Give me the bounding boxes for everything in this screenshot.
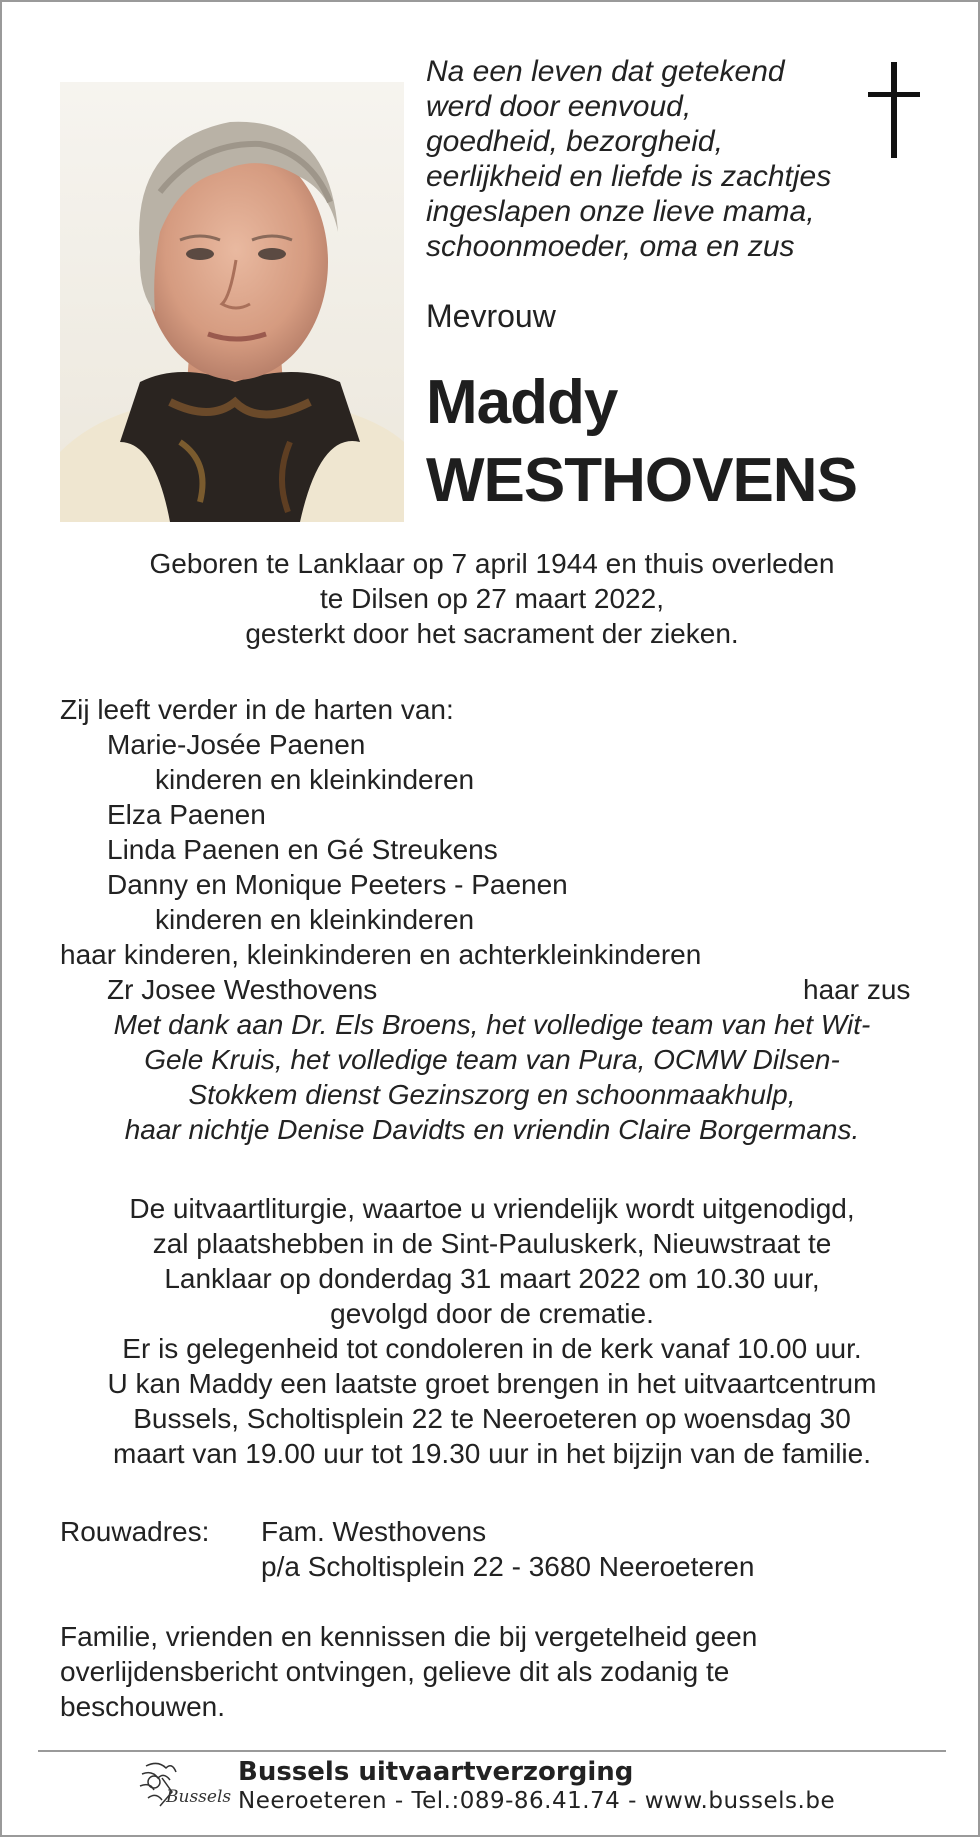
- thanks-line: haar nichtje Denise Davidts en vriendin Claire Borgermans.: [124, 1114, 860, 1145]
- ceremony-line: gevolgd door de crematie.: [330, 1298, 654, 1329]
- company-contact: Neeroeteren - Tel.:089-86.41.74 - www.bussels.be: [238, 1788, 836, 1814]
- bussels-logo: [132, 1758, 232, 1814]
- footer-divider: [38, 1750, 946, 1752]
- name-prefix: Mevrouw: [426, 298, 556, 334]
- birth-death-info: [42, 546, 942, 651]
- ceremony-line: maart van 19.00 uur tot 19.30 uur in het bijzijn van de familie.: [113, 1438, 871, 1469]
- family-member: Elza Paenen: [107, 799, 266, 830]
- thanks-text: [42, 1007, 942, 1147]
- ceremony-line: U kan Maddy een laatste groet brengen in het uitvaartcentrum: [107, 1368, 877, 1399]
- poem-text: [426, 54, 831, 264]
- company-name: Bussels uitvaartverzorging: [238, 1757, 634, 1787]
- family-member: Zr Josee Westhovens: [107, 974, 378, 1005]
- closing-note: [60, 1619, 757, 1724]
- poem-line: ingeslapen onze lieve mama,: [426, 195, 815, 228]
- thanks-line: Gele Kruis, het volledige team van Pura, OCMW Dilsen-: [144, 1044, 840, 1075]
- birth-death-line: te Dilsen op 27 maart 2022,: [320, 583, 664, 614]
- poem-line: goedheid, bezorgheid,: [426, 125, 723, 158]
- closing-line: Familie, vrienden en kennissen die bij vergetelheid geen: [60, 1621, 758, 1652]
- family-member: kinderen en kleinkinderen: [155, 904, 475, 935]
- last-name: WESTHOVENS: [426, 446, 857, 515]
- thanks-line: Met dank aan Dr. Els Broens, het volledige team van het Wit-: [113, 1009, 871, 1040]
- family-member: Marie-Josée Paenen: [107, 729, 366, 760]
- poem-line: werd door eenvoud,: [426, 90, 692, 123]
- first-name: Maddy: [426, 368, 618, 437]
- ceremony-line: zal plaatshebben in de Sint-Pauluskerk, Nieuwstraat te: [152, 1228, 832, 1259]
- closing-line: beschouwen.: [60, 1691, 226, 1722]
- poem-line: eerlijkheid en liefde is zachtjes: [426, 160, 832, 193]
- ceremony-line: De uitvaartliturgie, waartoe u vriendelijk wordt uitgenodigd,: [129, 1193, 855, 1224]
- address-label: Rouwadres:: [60, 1516, 210, 1547]
- address-line: Fam. Westhovens: [261, 1516, 487, 1547]
- birth-death-line: gesterkt door het sacrament der zieken.: [245, 618, 739, 649]
- poem-line: schoonmoeder, oma en zus: [426, 230, 795, 263]
- family-intro: Zij leeft verder in de harten van:: [60, 694, 454, 725]
- sister-label: haar zus: [803, 974, 911, 1005]
- ceremony-line: Er is gelegenheid tot condoleren in de kerk vanaf 10.00 uur.: [122, 1333, 862, 1364]
- family-member: Danny en Monique Peeters - Paenen: [107, 869, 568, 900]
- ceremony-line: Bussels, Scholtisplein 22 te Neeroeteren op woensdag 30: [133, 1403, 851, 1434]
- ceremony-info: [42, 1191, 942, 1471]
- poem-line: Na een leven dat getekend: [426, 55, 785, 88]
- logo-text: Bussels: [166, 1787, 232, 1807]
- family-member: kinderen en kleinkinderen: [155, 764, 475, 795]
- family-member: haar kinderen, kleinkinderen en achterkleinkinderen: [60, 939, 702, 970]
- family-member: Linda Paenen en Gé Streukens: [107, 834, 498, 865]
- ceremony-line: Lanklaar op donderdag 31 maart 2022 om 10.30 uur,: [164, 1263, 820, 1294]
- portrait-photo: [60, 82, 404, 522]
- address-line: p/a Scholtisplein 22 - 3680 Neeroeteren: [261, 1551, 755, 1582]
- closing-line: overlijdensbericht ontvingen, gelieve dit als zodanig te: [60, 1656, 730, 1687]
- thanks-line: Stokkem dienst Gezinszorg en schoonmaakhulp,: [188, 1079, 796, 1110]
- cross-icon: [864, 62, 924, 162]
- birth-death-line: Geboren te Lanklaar op 7 april 1944 en thuis overleden: [149, 548, 835, 579]
